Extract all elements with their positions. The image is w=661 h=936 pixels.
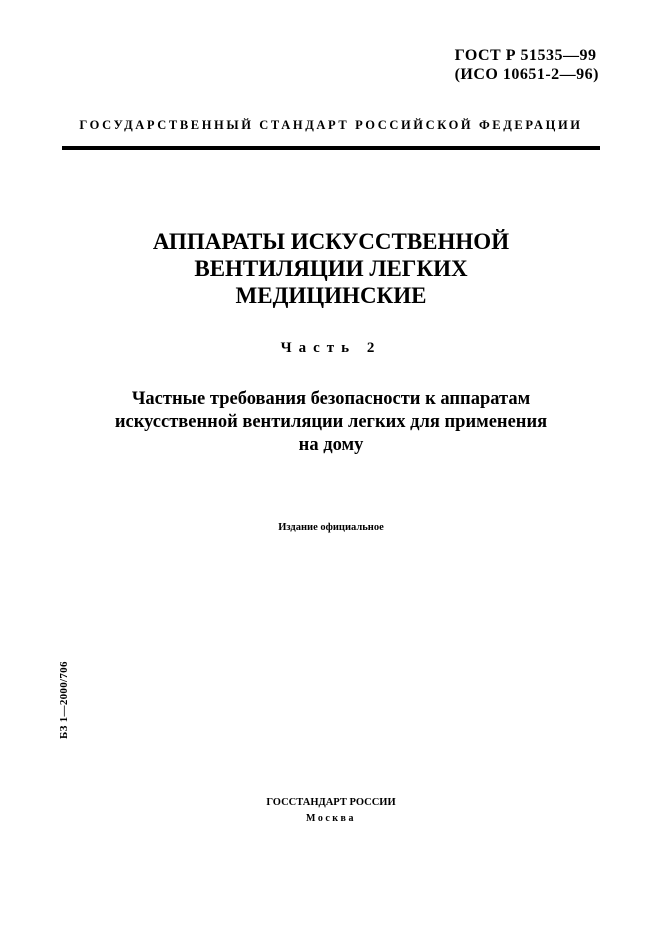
side-code: БЗ 1—2000/706 bbox=[58, 661, 70, 739]
main-title-line-1: АППАРАТЫ ИСКУССТВЕННОЙ bbox=[152, 229, 510, 254]
subtitle-line-2: искусственной вентиляции легких для применения bbox=[114, 412, 548, 432]
header-divider bbox=[62, 146, 600, 150]
main-title bbox=[62, 228, 600, 309]
main-title-line-3: МЕДИЦИНСКИЕ bbox=[235, 283, 427, 308]
publisher: ГОССТАНДАРТ РОССИИ bbox=[266, 797, 396, 808]
subtitle bbox=[62, 388, 600, 457]
edition-label: Издание официальное bbox=[278, 522, 384, 533]
gost-number: ГОСТ Р 51535—99 bbox=[454, 47, 597, 64]
iso-number: (ИСО 10651-2—96) bbox=[454, 66, 599, 83]
subtitle-line-1: Частные требования безопасности к аппаратам bbox=[131, 389, 531, 409]
city: Москва bbox=[306, 813, 356, 824]
part-label: Часть 2 bbox=[280, 340, 382, 356]
main-title-line-2: ВЕНТИЛЯЦИИ ЛЕГКИХ bbox=[194, 256, 468, 281]
standard-header: ГОСУДАРСТВЕННЫЙ СТАНДАРТ РОССИЙСКОЙ ФЕДЕРАЦИИ bbox=[79, 118, 583, 132]
subtitle-line-3: на дому bbox=[298, 435, 364, 455]
gost-designation bbox=[455, 46, 599, 84]
